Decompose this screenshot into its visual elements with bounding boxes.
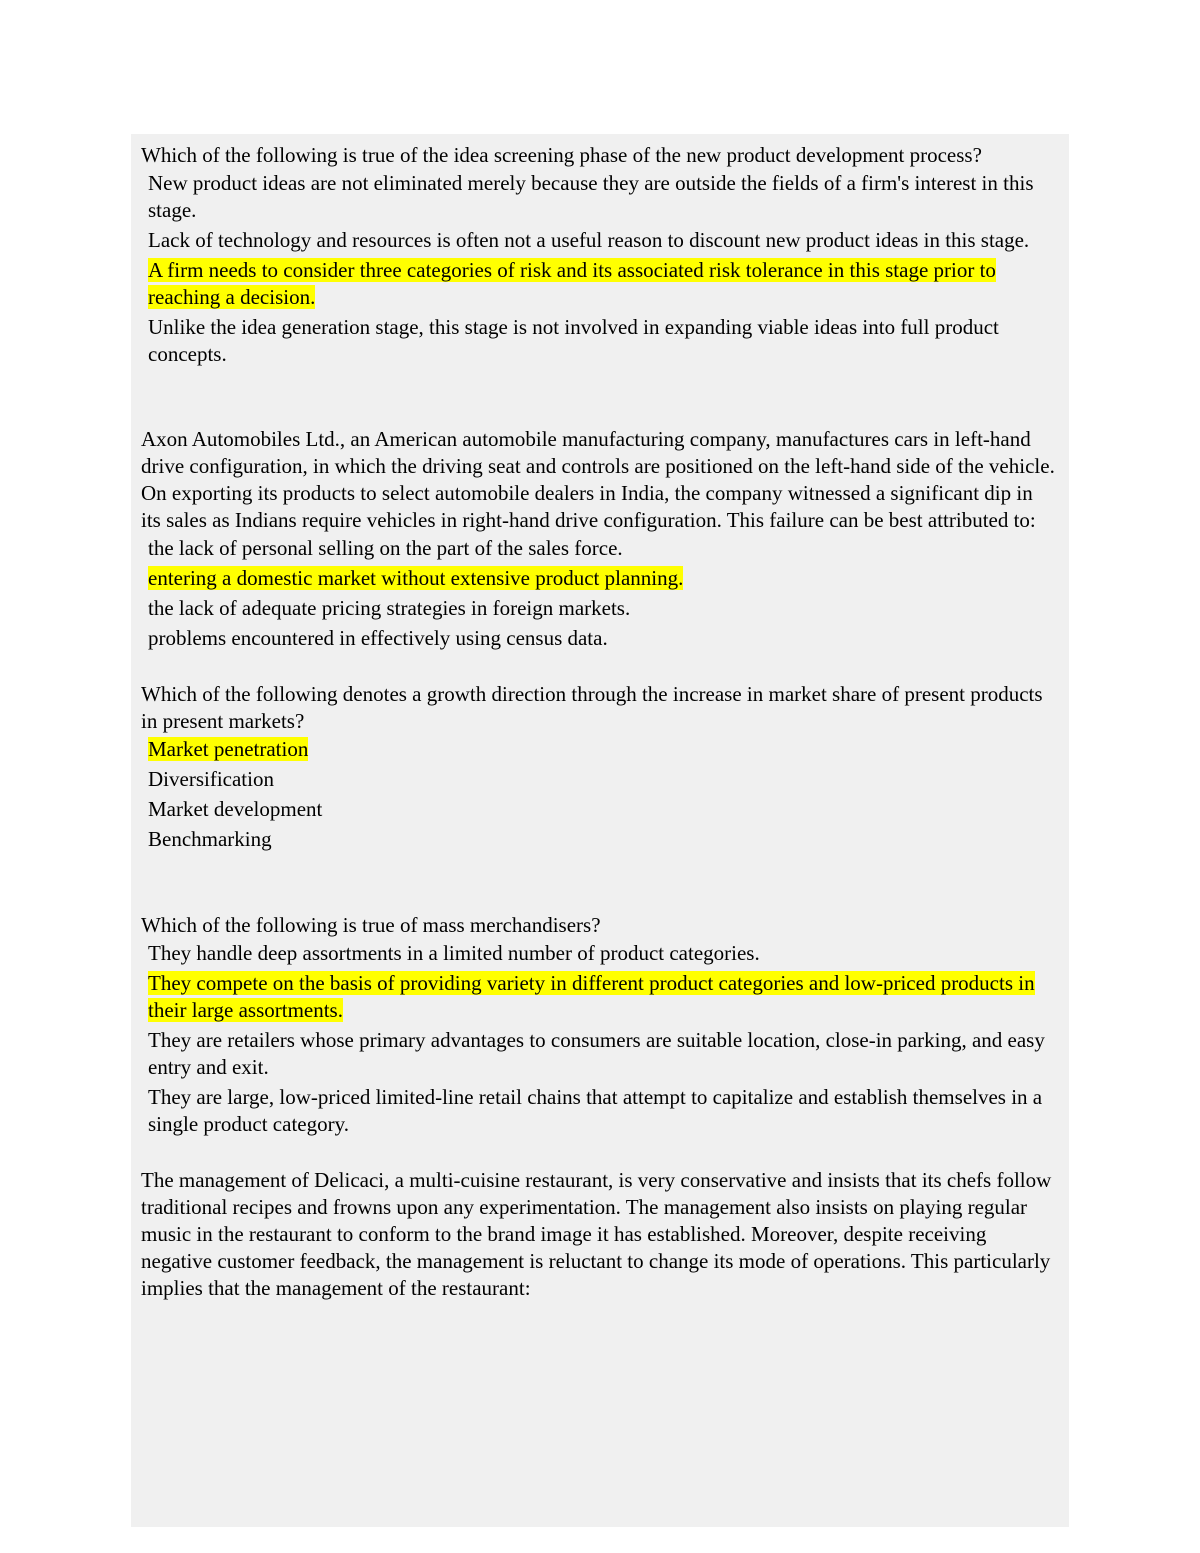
question-2-option-3: the lack of adequate pricing strategies in foreign markets. [148, 596, 631, 620]
question-1-option-2: Lack of technology and resources is often not a useful reason to discount new product ideas in this stage. [148, 228, 1030, 252]
question-2-option-2-highlighted: entering a domestic market without extensive product planning. [148, 566, 684, 590]
question-2-options [141, 535, 1056, 652]
question-3-option-2: Diversification [148, 767, 274, 791]
question-4-options [141, 940, 1056, 1138]
question-2-option-1: the lack of personal selling on the part of the sales force. [148, 536, 623, 560]
spacer [141, 1141, 1056, 1167]
question-4-option-2-highlighted: They compete on the basis of providing variety in different product categories and low-priced products in their large assortments. [148, 971, 1035, 1022]
question-1-option-1: New product ideas are not eliminated merely because they are outside the fields of a firm's interest in this stage. [148, 171, 1034, 222]
document-content [141, 142, 1056, 1302]
question-3-text: Which of the following denotes a growth direction through the increase in market share of present products in present markets? [141, 682, 1043, 733]
question-1-option-3-highlighted: A firm needs to consider three categories of risk and its associated risk tolerance in this stage prior to reaching a decision. [148, 258, 996, 309]
question-1-option-4: Unlike the idea generation stage, this stage is not involved in expanding viable ideas into full product concepts. [148, 315, 999, 366]
question-2-option-4: problems encountered in effectively using census data. [148, 626, 608, 650]
question-1-options [141, 170, 1056, 368]
question-3-option-3: Market development [148, 797, 323, 821]
question-3-option-4: Benchmarking [148, 827, 272, 851]
question-1-text: Which of the following is true of the idea screening phase of the new product development process? [141, 143, 982, 167]
question-3-option-1-highlighted: Market penetration [148, 737, 309, 761]
spacer [141, 655, 1056, 681]
question-3-options [141, 736, 1056, 853]
question-5-text: The management of Delicaci, a multi-cuisine restaurant, is very conservative and insists that its chefs follow traditional recipes and frowns upon any experimentation. The management also insists on playing regular music in the restaurant to conform to the brand image it has established. Moreover, despite receiving negative customer feedback, the management is reluctant to change its mode of operations. This particularly implies that the management of the restaurant: [141, 1168, 1052, 1300]
spacer [141, 371, 1056, 426]
question-2-text: Axon Automobiles Ltd., an American automobile manufacturing company, manufactures cars in left-hand drive configuration, in which the driving seat and controls are positioned on the left-hand side of the vehicle. On exporting its products to select automobile dealers in India, the company witnessed a significant dip in its sales as Indians require vehicles in right-hand drive configuration. This failure can be best attributed to: [141, 427, 1055, 532]
question-4-option-4: They are large, low-priced limited-line retail chains that attempt to capitalize and establish themselves in a single product category. [148, 1085, 1043, 1136]
spacer [141, 856, 1056, 912]
question-4-option-3: They are retailers whose primary advantages to consumers are suitable location, close-in parking, and easy entry and exit. [148, 1028, 1045, 1079]
question-4-text: Which of the following is true of mass merchandisers? [141, 913, 601, 937]
question-4-option-1: They handle deep assortments in a limited number of product categories. [148, 941, 760, 965]
